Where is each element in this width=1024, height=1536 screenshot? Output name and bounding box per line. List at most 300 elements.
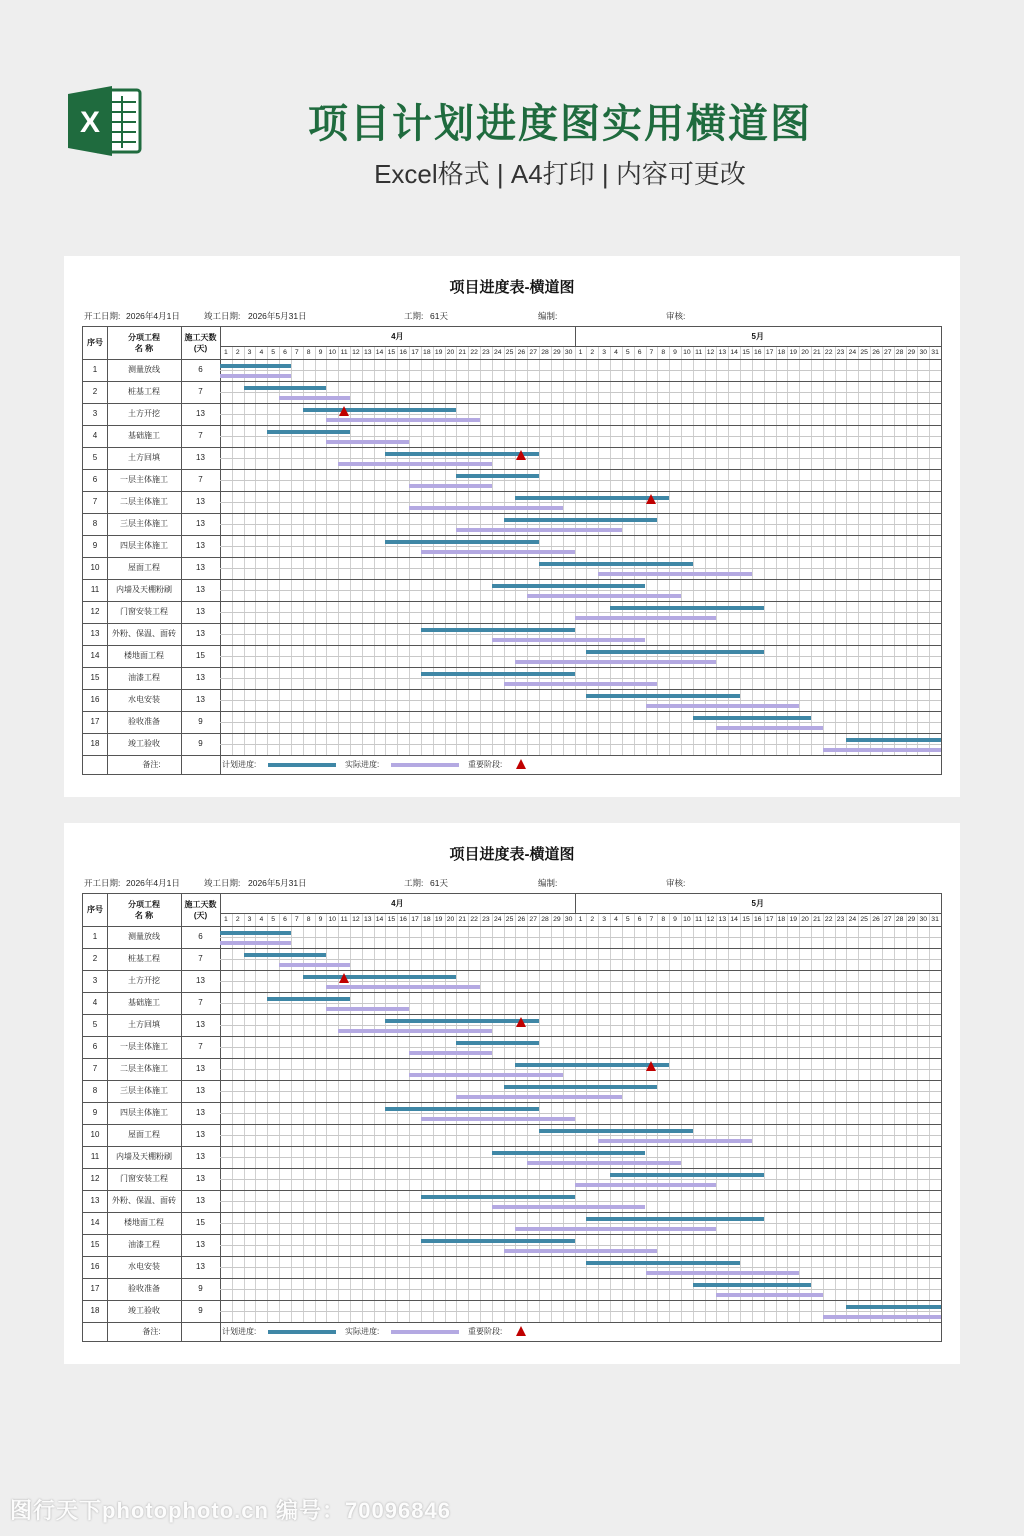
day-label: 21 <box>813 349 821 356</box>
col-header-name <box>107 332 181 354</box>
day-label: 14 <box>375 349 384 356</box>
day-gridline <box>787 913 788 1322</box>
day-label: 25 <box>505 349 514 356</box>
day-label: 21 <box>813 916 821 923</box>
day-label: 28 <box>895 916 904 923</box>
legend-actual-label: 实际进度: <box>345 1327 380 1336</box>
task-days: 13 <box>196 629 205 638</box>
task-days: 7 <box>198 998 203 1007</box>
task-days: 9 <box>198 739 203 748</box>
col-header-name-line1: 分项工程 <box>128 900 160 909</box>
day-label: 12 <box>706 349 715 356</box>
col-header-days-line2: (天) <box>193 344 208 353</box>
day-label: 29 <box>553 349 561 356</box>
task-days: 13 <box>196 1130 205 1139</box>
day-label: 15 <box>387 916 396 923</box>
task-no: 10 <box>90 1130 100 1139</box>
period-label: 工期: <box>404 878 424 888</box>
task-no: 16 <box>90 1262 100 1271</box>
milestone-marker <box>516 1017 526 1027</box>
reviewer-label: 审核: <box>666 878 686 888</box>
day-gridline <box>917 346 918 755</box>
day-label: 15 <box>742 916 750 923</box>
task-no: 11 <box>90 585 100 594</box>
actual-bar <box>515 660 716 664</box>
plan-bar <box>303 408 457 412</box>
task-days: 13 <box>196 976 205 985</box>
day-gridline <box>291 913 292 1322</box>
sheet-title: 项目进度表-横道图 <box>449 846 575 863</box>
task-days: 13 <box>196 673 205 682</box>
day-label: 11 <box>695 349 703 356</box>
task-no: 7 <box>92 497 98 506</box>
day-label: 26 <box>872 916 880 923</box>
day-label: 21 <box>458 349 467 356</box>
task-no: 3 <box>92 409 98 418</box>
actual-bar <box>326 1007 409 1011</box>
task-days: 13 <box>196 453 205 462</box>
task-name: 四层主体施工 <box>120 1108 168 1117</box>
task-name: 楼地面工程 <box>124 651 164 660</box>
day-label: 16 <box>399 916 407 923</box>
task-no: 3 <box>92 976 98 985</box>
day-label: 23 <box>482 349 490 356</box>
task-no: 8 <box>92 1086 98 1095</box>
task-days: 13 <box>196 1108 205 1117</box>
task-days: 13 <box>196 1196 205 1205</box>
task-name: 外粉、保温、面砖 <box>112 1196 176 1205</box>
actual-bar <box>492 638 646 642</box>
day-label: 11 <box>340 916 348 923</box>
plan-bar <box>244 953 327 957</box>
task-days: 13 <box>196 1086 205 1095</box>
day-label: 28 <box>895 349 904 356</box>
day-label: 13 <box>363 916 372 923</box>
half-row-gridline <box>220 1069 941 1070</box>
task-no: 8 <box>92 519 98 528</box>
task-days: 7 <box>198 954 203 963</box>
plan-bar <box>421 1239 575 1243</box>
task-no: 13 <box>90 1196 100 1205</box>
day-gridline <box>929 913 930 1322</box>
month-label: 4月 <box>391 332 404 341</box>
day-gridline <box>846 913 847 1322</box>
editor-label: 编制: <box>538 311 558 321</box>
day-label: 27 <box>529 916 537 923</box>
half-row-gridline <box>220 1179 941 1180</box>
day-label: 7 <box>649 349 654 356</box>
actual-bar <box>326 440 409 444</box>
day-gridline <box>244 913 245 1322</box>
day-label: 26 <box>517 916 526 923</box>
plan-bar <box>220 931 291 935</box>
plan-bar <box>385 1107 539 1111</box>
task-no: 9 <box>92 1108 98 1117</box>
day-gridline <box>232 913 233 1322</box>
actual-bar <box>515 1227 716 1231</box>
day-label: 4 <box>259 916 264 923</box>
day-label: 24 <box>848 349 857 356</box>
day-label: 25 <box>860 916 868 923</box>
actual-bar <box>409 1073 563 1077</box>
half-row-gridline <box>220 1311 941 1312</box>
actual-bar <box>279 963 350 967</box>
start-date-label: 开工日期: <box>84 878 121 888</box>
day-label: 1 <box>578 916 583 923</box>
day-gridline <box>232 346 233 755</box>
day-label: 1 <box>224 349 228 356</box>
task-no: 10 <box>90 563 100 572</box>
day-label: 2 <box>590 349 595 356</box>
actual-bar <box>409 1051 492 1055</box>
plan-bar <box>539 1129 693 1133</box>
col-header-name-line1: 分项工程 <box>128 333 160 342</box>
day-gridline <box>575 913 576 1322</box>
day-label: 3 <box>247 349 252 356</box>
task-days: 6 <box>198 932 203 941</box>
day-label: 24 <box>493 916 502 923</box>
half-row-gridline <box>220 634 941 635</box>
day-label: 28 <box>541 349 549 356</box>
day-gridline <box>929 346 930 755</box>
actual-bar <box>421 1117 575 1121</box>
actual-bar <box>646 704 800 708</box>
task-days: 7 <box>198 1042 203 1051</box>
half-row-gridline <box>220 1245 941 1246</box>
plan-bar <box>492 1151 646 1155</box>
task-name: 土方回填 <box>128 1020 160 1029</box>
plan-bar <box>267 430 350 434</box>
plan-bar <box>504 518 658 522</box>
day-gridline <box>279 346 280 755</box>
day-label: 20 <box>801 916 809 923</box>
task-no: 7 <box>92 1064 98 1073</box>
actual-bar <box>504 1249 658 1253</box>
task-name: 验收准备 <box>128 1284 160 1293</box>
day-label: 10 <box>683 349 691 356</box>
task-days: 13 <box>196 541 205 550</box>
col-header-days-line1: 施工天数 <box>184 900 217 909</box>
remark-label: 备注: <box>142 1327 161 1336</box>
task-days: 13 <box>196 563 205 572</box>
task-name: 验收准备 <box>128 717 160 726</box>
half-row-gridline <box>220 480 941 481</box>
task-name: 测量放线 <box>128 932 160 941</box>
excel-logo-icon <box>68 86 142 156</box>
day-label: 7 <box>294 349 299 356</box>
half-row-gridline <box>220 1113 941 1114</box>
end-date-value: 2026年5月31日 <box>248 878 307 888</box>
legend-milestone-marker <box>516 759 526 769</box>
task-name: 三层主体施工 <box>120 1086 168 1095</box>
half-row-gridline <box>220 1289 941 1290</box>
half-row-gridline <box>220 392 941 393</box>
day-label: 12 <box>706 916 715 923</box>
actual-bar <box>220 374 291 378</box>
period-label: 工期: <box>404 311 424 321</box>
task-name: 水电安装 <box>128 1262 160 1271</box>
day-label: 4 <box>614 916 618 923</box>
task-name: 土方回填 <box>128 453 160 462</box>
day-gridline <box>244 346 245 755</box>
task-name: 门窗安装工程 <box>120 607 168 616</box>
month-row-divider <box>220 913 941 914</box>
day-label: 15 <box>742 349 750 356</box>
task-no: 6 <box>92 1042 98 1051</box>
day-label: 26 <box>872 349 880 356</box>
day-label: 17 <box>765 349 774 356</box>
day-label: 2 <box>590 916 595 923</box>
actual-bar <box>527 1161 681 1165</box>
actual-bar <box>326 418 480 422</box>
day-gridline <box>764 346 765 755</box>
milestone-marker <box>516 450 526 460</box>
day-gridline <box>279 913 280 1322</box>
plan-bar <box>492 584 646 588</box>
legend-actual-label: 实际进度: <box>345 760 380 769</box>
task-no: 11 <box>90 1152 100 1161</box>
half-row-gridline <box>220 590 941 591</box>
task-name: 竣工验收 <box>128 739 160 748</box>
task-name: 一层主体施工 <box>120 1042 168 1051</box>
task-name: 水电安装 <box>128 695 160 704</box>
day-label: 14 <box>375 916 384 923</box>
day-label: 18 <box>777 916 786 923</box>
end-date-label: 竣工日期: <box>204 311 241 321</box>
month-label: 4月 <box>391 899 404 908</box>
half-row-gridline <box>220 1223 941 1224</box>
task-no: 1 <box>92 365 98 374</box>
legend-actual-bar <box>391 763 459 767</box>
task-name: 竣工验收 <box>128 1306 160 1315</box>
day-gridline <box>835 913 836 1322</box>
day-gridline <box>811 346 812 755</box>
day-label: 16 <box>399 349 407 356</box>
sheet-preview <box>64 823 960 1364</box>
half-row-gridline <box>220 678 941 679</box>
actual-bar <box>338 1029 492 1033</box>
task-no: 9 <box>92 541 98 550</box>
task-no: 17 <box>90 717 100 726</box>
day-label: 22 <box>470 916 478 923</box>
day-label: 18 <box>423 916 431 923</box>
day-label: 29 <box>553 916 561 923</box>
day-label: 7 <box>649 916 654 923</box>
milestone-marker <box>646 1061 656 1071</box>
task-no: 5 <box>92 1020 98 1029</box>
legend-actual-bar <box>391 1330 459 1334</box>
actual-bar <box>823 748 941 752</box>
half-row-gridline <box>220 414 941 415</box>
task-no: 2 <box>92 387 98 396</box>
day-gridline <box>255 346 256 755</box>
day-label: 31 <box>931 349 939 356</box>
task-name: 三层主体施工 <box>120 519 168 528</box>
day-label: 6 <box>283 916 287 923</box>
month-label: 5月 <box>751 332 764 341</box>
actual-bar <box>279 396 350 400</box>
task-name: 土方开挖 <box>128 976 160 985</box>
milestone-marker <box>646 494 656 504</box>
task-no: 4 <box>92 998 98 1007</box>
task-name: 一层主体施工 <box>120 475 168 484</box>
task-no: 18 <box>90 1306 100 1315</box>
day-label: 19 <box>789 349 798 356</box>
task-name: 基础施工 <box>128 431 160 440</box>
day-label: 27 <box>884 349 892 356</box>
task-name: 屋面工程 <box>128 1130 160 1139</box>
half-row-gridline <box>220 524 941 525</box>
day-label: 9 <box>318 916 323 923</box>
day-label: 3 <box>247 916 252 923</box>
day-gridline <box>740 913 741 1322</box>
day-label: 4 <box>614 349 618 356</box>
task-no: 6 <box>92 475 98 484</box>
half-row-gridline <box>220 1135 941 1136</box>
day-label: 5 <box>271 349 276 356</box>
end-date-value: 2026年5月31日 <box>248 311 307 321</box>
day-label: 6 <box>637 916 642 923</box>
task-name: 外粉、保温、面砖 <box>112 629 176 638</box>
page-title: 项目计划进度图实用横道图 <box>308 102 812 146</box>
day-label: 13 <box>363 349 372 356</box>
half-row-gridline <box>220 1091 941 1092</box>
task-days: 9 <box>198 717 203 726</box>
day-label: 21 <box>458 916 467 923</box>
day-label: 22 <box>470 349 478 356</box>
day-label: 5 <box>625 916 630 923</box>
day-label: 10 <box>328 916 337 923</box>
task-days: 13 <box>196 1020 205 1029</box>
gantt-table <box>82 326 942 775</box>
day-label: 5 <box>625 349 630 356</box>
day-gridline <box>752 346 753 755</box>
col-header-name <box>107 899 181 921</box>
plan-bar <box>385 540 539 544</box>
plan-bar <box>421 672 575 676</box>
task-no: 1 <box>92 932 98 941</box>
day-gridline <box>894 346 895 755</box>
day-gridline <box>882 346 883 755</box>
legend-milestone-marker <box>516 1326 526 1336</box>
period-value: 61天 <box>430 311 448 321</box>
col-header-no: 序号 <box>87 338 103 347</box>
half-row-gridline <box>220 1003 941 1004</box>
plan-bar <box>586 1261 740 1265</box>
day-gridline <box>255 913 256 1322</box>
day-gridline <box>787 346 788 755</box>
day-label: 11 <box>340 349 348 356</box>
day-label: 9 <box>673 349 677 356</box>
half-row-gridline <box>220 700 941 701</box>
plan-bar <box>267 997 350 1001</box>
actual-bar <box>326 985 480 989</box>
actual-bar <box>409 506 563 510</box>
half-row-gridline <box>220 1025 941 1026</box>
column-divider <box>220 894 221 1342</box>
start-date-value: 2026年4月1日 <box>126 878 180 888</box>
task-days: 13 <box>196 1064 205 1073</box>
day-label: 22 <box>824 349 833 356</box>
day-label: 1 <box>578 349 583 356</box>
actual-bar <box>504 682 658 686</box>
actual-bar <box>823 1315 941 1319</box>
task-days: 15 <box>196 651 205 660</box>
task-days: 7 <box>198 387 203 396</box>
half-row-gridline <box>220 1047 941 1048</box>
half-row-gridline <box>220 546 941 547</box>
half-row-gridline <box>220 370 941 371</box>
day-label: 3 <box>602 916 607 923</box>
day-gridline <box>858 346 859 755</box>
col-header-name-line2: 名 称 <box>134 344 154 353</box>
task-days: 13 <box>196 585 205 594</box>
day-gridline <box>858 913 859 1322</box>
day-label: 8 <box>306 916 311 923</box>
actual-bar <box>598 572 752 576</box>
month-row-divider <box>220 346 941 347</box>
plan-bar <box>610 606 764 610</box>
plan-bar <box>846 1305 941 1309</box>
day-label: 4 <box>259 349 264 356</box>
task-days: 13 <box>196 519 205 528</box>
task-no: 14 <box>90 1218 100 1227</box>
day-label: 11 <box>695 916 703 923</box>
plan-bar <box>693 1283 811 1287</box>
task-no: 12 <box>90 1174 100 1183</box>
day-label: 30 <box>564 916 573 923</box>
remark-label: 备注: <box>142 760 161 769</box>
column-divider <box>220 327 221 775</box>
half-row-gridline <box>220 959 941 960</box>
task-days: 13 <box>196 409 205 418</box>
page-subtitle: Excel格式 | A4打印 | 内容可更改 <box>374 159 746 189</box>
day-label: 31 <box>931 916 939 923</box>
day-gridline <box>752 913 753 1322</box>
day-label: 17 <box>411 349 419 356</box>
task-name: 油漆工程 <box>128 673 160 682</box>
day-gridline <box>575 346 576 755</box>
legend-plan-bar <box>268 763 336 767</box>
day-label: 6 <box>637 349 642 356</box>
day-label: 5 <box>271 916 276 923</box>
plan-bar <box>504 1085 658 1089</box>
day-label: 16 <box>754 349 762 356</box>
day-label: 26 <box>517 349 526 356</box>
task-name: 二层主体施工 <box>120 497 168 506</box>
day-gridline <box>764 913 765 1322</box>
plan-bar <box>220 364 291 368</box>
half-row-gridline <box>220 502 941 503</box>
half-row-gridline <box>220 937 941 938</box>
sheet-title: 项目进度表-横道图 <box>449 279 575 296</box>
day-gridline <box>267 913 268 1322</box>
task-days: 15 <box>196 1218 205 1227</box>
task-name: 门窗安装工程 <box>120 1174 168 1183</box>
task-days: 13 <box>196 1262 205 1271</box>
legend-plan-bar <box>268 1330 336 1334</box>
day-gridline <box>846 346 847 755</box>
day-label: 12 <box>352 916 360 923</box>
task-no: 13 <box>90 629 100 638</box>
day-label: 28 <box>541 916 549 923</box>
task-name: 桩基工程 <box>128 387 160 396</box>
day-label: 17 <box>765 916 774 923</box>
day-gridline <box>870 913 871 1322</box>
day-label: 20 <box>446 349 455 356</box>
day-label: 14 <box>730 916 738 923</box>
actual-bar <box>598 1139 752 1143</box>
